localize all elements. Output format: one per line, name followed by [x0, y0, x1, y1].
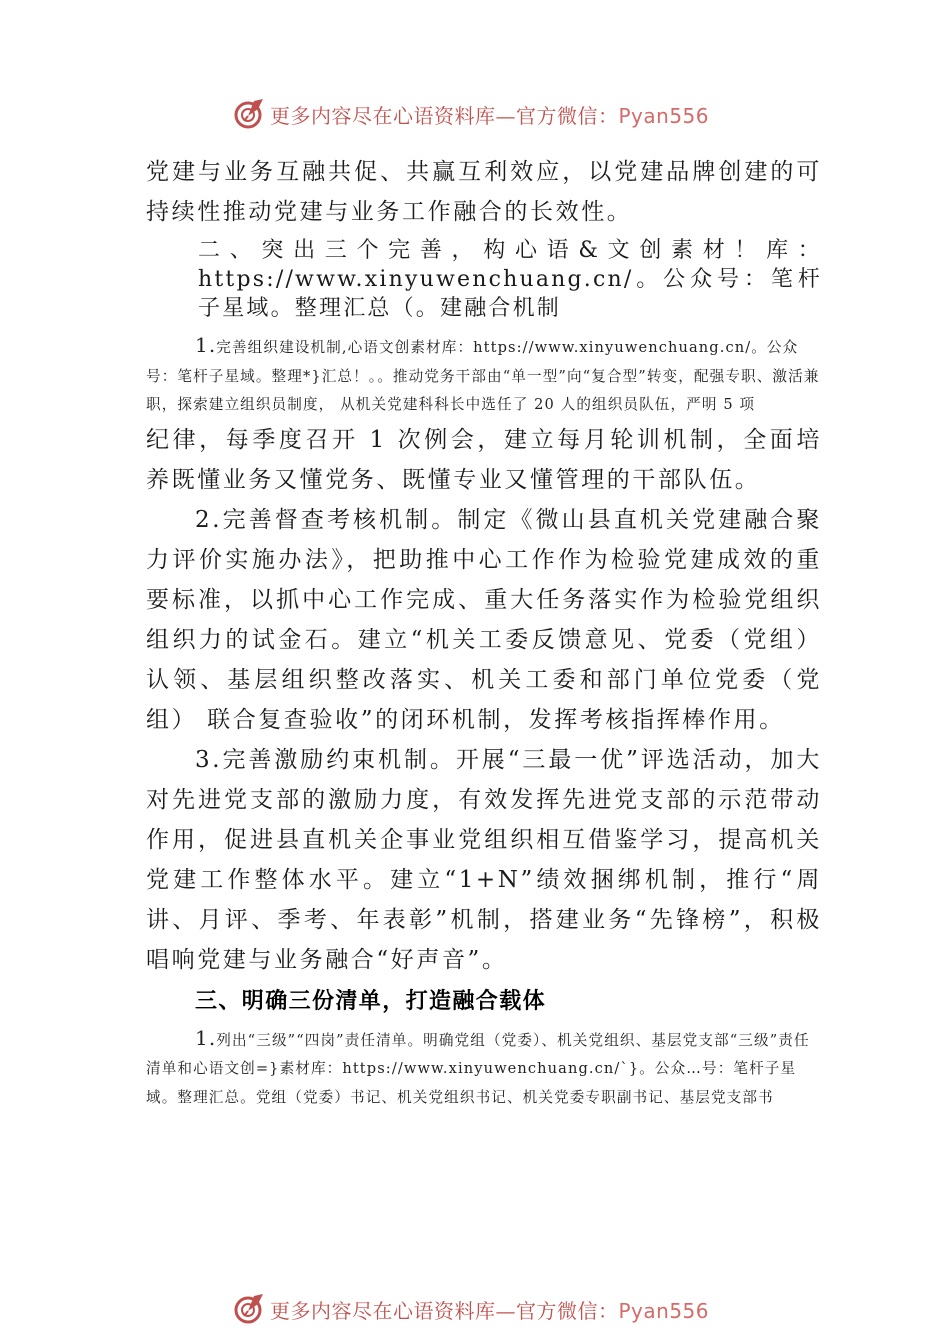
paragraph-continuation: 党建与业务互融共促、共赢互利效应，以党建品牌创建的可持续性推动党建与业务工作融合的长效性。 [146, 159, 822, 225]
footer-banner [232, 1291, 732, 1327]
paragraph-continuation-2: 纪律，每季度召开 1 次例会，建立每月轮训机制，全面培养既懂业务又懂党务、既懂专业又懂管理的干部队伍。 [146, 426, 822, 493]
paragraph-small-1: 1.完善组织建设机制,心语文创素材库：https://www.xinyuwenchuang.cn/。公众号：笔杆子星域。整理*}汇总！。。推动党务干部由“单一型”向“复合型”转变，配强专职、激活兼职，探索建立组织员制度， 从机关党建科科长中选任了 20 人的组织员队伍，严明 5 项 [146, 333, 820, 413]
banner-text: 更多内容尽在心语资料库—官方微信：Pyan556 [270, 1298, 710, 1323]
paragraph-small-2: 1.列出“三级”“四岗”责任清单。明确党组（党委）、机关党组织、基层党支部“三级”责任清单和心语文创=}素材库：https://www.xinyuwenchuang.cn/`}。公众…号：笔杆子星域。整理汇总。党组（党委）书记、机关党组织书记、机关党委专职副书记、基层党支部书 [146, 1025, 810, 1106]
section-heading-2: 二、突出三个完善，构心语&文创素材！库：https://www.xinyuwenchuang.cn/。公众号：笔杆子星域。整理汇总（。建融合机制 [198, 238, 822, 321]
section-heading-3: 三、明确三份清单，打造融合载体 [195, 988, 547, 1014]
paragraph-item-3: 3.完善激励约束机制。开展“三最一优”评选活动，加大对先进党支部的激励力度，有效发挥先进党支部的示范带动作用，促进县直机关企事业党组织相互借鉴学习，提高机关党建工作整体水平。建立“1+N”绩效捆绑机制，推行“周讲、月评、季考、年表彰”机制，搭建业务“先锋榜”，积极唱响党建与业务融合“好声音”。 [146, 746, 822, 973]
header-banner [232, 96, 732, 132]
paragraph-item-2: 2.完善督查考核机制。制定《微山县直机关党建融合聚力评价实施办法》，把助推中心工作作为检验党建成效的重要标准，以抓中心工作完成、重大任务落实作为检验党组织组织力的试金石。建立“机关工委反馈意见、党委（党组） 认领、基层组织整改落实、机关工委和部门单位党委（党组） 联合复查验收”的闭环机制，发挥考核指挥棒作用。 [146, 506, 822, 733]
banner-text: 更多内容尽在心语资料库—官方微信：Pyan556 [270, 103, 710, 128]
quill-logo-icon [232, 1292, 266, 1326]
quill-logo-icon [232, 97, 266, 131]
document-body [146, 152, 822, 1112]
